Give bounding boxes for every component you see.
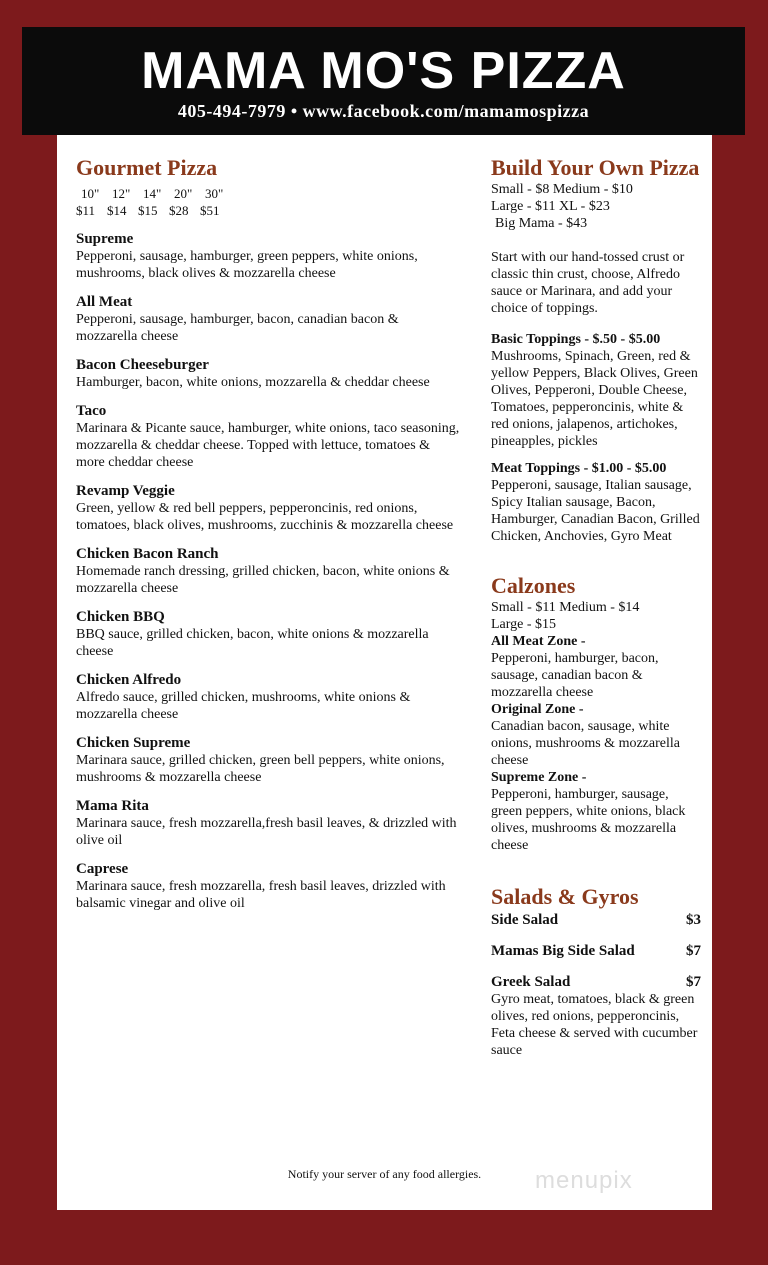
section-title: Build Your Own Pizza	[491, 155, 700, 180]
item-desc: Green, yellow & red bell peppers, pepperoncinis, red onions, tomatoes, black olives, mushrooms, zucchinis & mozzarella cheese	[76, 501, 454, 533]
menu-item	[76, 231, 461, 282]
item-name: Side Salad	[491, 912, 559, 928]
item-desc: Pepperoni, sausage, hamburger, green peppers, white onions, mushrooms, black olives & mozzarella cheese	[76, 249, 418, 281]
topping-title: Basic Toppings - $.50 - $5.00	[491, 332, 661, 347]
byo-intro: Start with our hand-tossed crust or classic thin crust, choose, Alfredo sauce or Marinara, and add your choice of toppings.	[491, 250, 685, 316]
byo-prices: Small - $8 Medium - $10	[491, 182, 633, 197]
item-desc: Gyro meat, tomatoes, black & green olives, red onions, pepperoncinis, Feta cheese & served with cucumber sauce	[491, 992, 698, 1058]
item-name: Bacon Cheeseburger	[76, 357, 209, 373]
item-name: Chicken Supreme	[76, 735, 191, 751]
item-name: Mamas Big Side Salad	[491, 943, 635, 959]
item-name: Taco	[76, 403, 107, 419]
menu-item	[76, 294, 461, 345]
item-desc: Marinara & Picante sauce, hamburger, white onions, taco seasoning, mozzarella & cheddar cheese. Topped with lettuce, tomatoes & more cheddar cheese	[76, 421, 460, 470]
menu-header	[22, 27, 745, 135]
item-desc: BBQ sauce, grilled chicken, bacon, white onions & mozzarella cheese	[76, 627, 429, 659]
size: 12"	[112, 186, 131, 201]
calzone-item	[491, 701, 701, 769]
item-desc: Marinara sauce, fresh mozzarella, fresh basil leaves, drizzled with balsamic vinegar and olive oil	[76, 879, 446, 911]
price: $51	[200, 203, 220, 218]
item-name: Chicken BBQ	[76, 609, 165, 625]
item-desc: Alfredo sauce, grilled chicken, mushrooms, white onions & mozzarella cheese	[76, 690, 411, 722]
calzone-item	[491, 633, 701, 701]
size: 14"	[143, 186, 162, 201]
item-name: All Meat	[76, 294, 133, 310]
byo-prices: Large - $11 XL - $23	[491, 199, 610, 214]
item-name: Greek Salad	[491, 974, 571, 990]
price: $15	[138, 203, 158, 218]
contact-info: 405-494-7979 • www.facebook.com/mamamospizza	[177, 101, 590, 121]
item-desc: Canadian bacon, sausage, white onions, mushrooms & mozzarella cheese	[491, 719, 680, 768]
gourmet-pizza-section	[76, 155, 461, 912]
restaurant-name: MAMA MO'S PIZZA	[141, 42, 626, 100]
price: $28	[169, 203, 189, 218]
item-name: Original Zone -	[491, 702, 584, 717]
section-title: Calzones	[491, 573, 576, 598]
item-desc: Pepperoni, hamburger, sausage, green peppers, white onions, black olives, mushrooms & mozzarella cheese	[491, 787, 686, 853]
item-price: $7	[686, 943, 701, 959]
topping-title: Meat Toppings - $1.00 - $5.00	[491, 461, 667, 476]
item-desc: Pepperoni, sausage, hamburger, bacon, canadian bacon & mozzarella cheese	[76, 312, 399, 344]
item-name: Supreme	[76, 231, 134, 247]
menu-item	[76, 672, 461, 723]
size-list	[76, 185, 461, 219]
menu-item	[76, 798, 461, 849]
item-name: Chicken Bacon Ranch	[76, 546, 219, 562]
item-name: Supreme Zone -	[491, 770, 587, 785]
salad-item	[491, 943, 701, 960]
salad-item	[491, 974, 701, 1059]
price: $14	[107, 203, 127, 218]
byo-prices: Big Mama - $43	[495, 216, 588, 231]
section-title: Gourmet Pizza	[76, 155, 218, 180]
item-desc: Hamburger, bacon, white onions, mozzarella & cheddar cheese	[76, 375, 430, 390]
menu-item	[76, 609, 461, 660]
watermark: menupix	[535, 1167, 633, 1194]
size: 30"	[205, 186, 224, 201]
salad-item	[491, 912, 701, 929]
size: 10"	[81, 186, 100, 201]
item-name: Caprese	[76, 861, 129, 877]
menu-item	[76, 403, 461, 471]
item-desc: Marinara sauce, fresh mozzarella,fresh basil leaves, & drizzled with olive oil	[76, 816, 457, 848]
menu-item	[76, 357, 461, 391]
item-name: Chicken Alfredo	[76, 672, 182, 688]
menu-item	[76, 861, 461, 912]
menu-item	[76, 483, 461, 534]
section-title: Salads & Gyros	[491, 884, 639, 909]
size: 20"	[174, 186, 193, 201]
calzone-item	[491, 769, 701, 854]
menu-panel	[57, 135, 712, 1210]
calzone-prices: Small - $11 Medium - $14	[491, 600, 640, 615]
menu-item	[76, 546, 461, 597]
item-desc: Homemade ranch dressing, grilled chicken, bacon, white onions & mozzarella cheese	[76, 564, 450, 596]
calzone-prices: Large - $15	[491, 617, 557, 632]
item-price: $3	[686, 912, 701, 928]
allergy-note: Notify your server of any food allergies.	[287, 1167, 482, 1181]
item-price: $7	[686, 974, 701, 990]
item-name: All Meat Zone -	[491, 634, 586, 649]
menu-item	[76, 735, 461, 786]
topping-list: Pepperoni, sausage, Italian sausage, Spicy Italian sausage, Bacon, Hamburger, Canadian Bacon, Grilled Chicken, Anchovies, Gyro Meat	[491, 478, 700, 544]
topping-list: Mushrooms, Spinach, Green, red & yellow Peppers, Black Olives, Green Olives, Pepperoni, Double Cheese, Tomatoes, pepperoncinis, white & red onions, jalapenos, artichokes, pineapples, pickles	[491, 349, 698, 449]
item-name: Mama Rita	[76, 798, 149, 814]
item-desc: Marinara sauce, grilled chicken, green bell peppers, white onions, mushrooms & mozzarella cheese	[76, 753, 445, 785]
item-desc: Pepperoni, hamburger, bacon, sausage, canadian bacon & mozzarella cheese	[491, 651, 659, 700]
item-name: Revamp Veggie	[76, 483, 175, 499]
price: $11	[76, 203, 96, 218]
right-column	[491, 155, 701, 1059]
